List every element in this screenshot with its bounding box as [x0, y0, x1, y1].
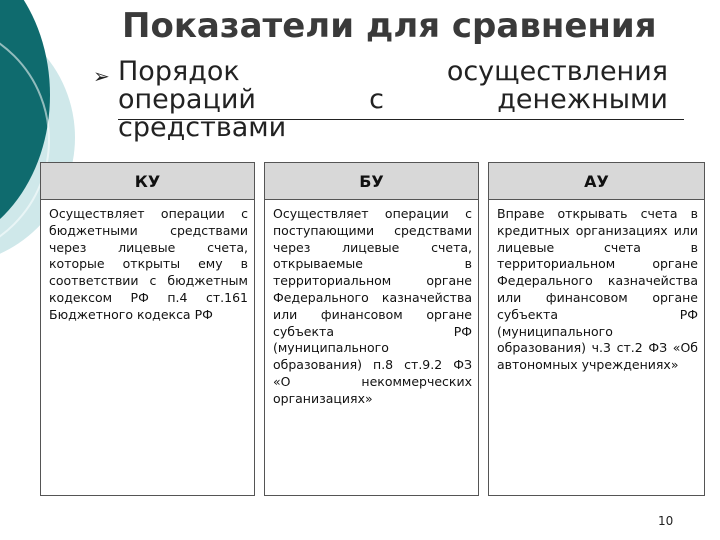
header-ku: КУ	[41, 163, 255, 200]
cell-ku: Осуществляет операции с бюджетными средствами через лицевые счета, которые открыты ему в соответствии с бюджетным кодексом РФ п.4 ст.161 Бюджетного кодекса РФ	[41, 200, 255, 496]
bullet-line	[118, 86, 668, 114]
slide-title: Показатели для сравнения	[122, 6, 657, 46]
comparison-table	[40, 162, 705, 496]
arrow-bullet-icon: ➢	[93, 64, 110, 88]
header-au: АУ	[489, 163, 705, 200]
bullet-word: операций	[118, 84, 256, 115]
table-header-row	[41, 163, 705, 200]
table-row	[41, 200, 705, 496]
bullet-text	[118, 58, 668, 142]
bullet-line	[118, 58, 668, 86]
cell-bu: Осуществляет операции с поступающими средствами через лицевые счета, открываемые в территориальном органе Федерального казначейства или финансовом органе субъекта РФ (муниципального образования) п.8 ст.9.2 ФЗ «О некоммерческих организациях»	[265, 200, 479, 496]
cell-au: Вправе открывать счета в кредитных организациях или лицевые счета в территориальном органе Федерального казначейства или финансовом органе субъекта РФ (муниципального образования) ч.3 ст.2 ФЗ «Об автономных учреждениях»	[489, 200, 705, 496]
bullet-word: средствами	[118, 112, 287, 143]
column-gap	[479, 200, 489, 496]
bullet-word: денежными	[497, 84, 668, 115]
column-gap	[255, 200, 265, 496]
column-gap	[255, 163, 265, 200]
bullet-word: с	[369, 84, 385, 115]
bullet-underline	[118, 119, 684, 120]
bullet-word: осуществления	[446, 56, 668, 87]
bullet-word: Порядок	[118, 56, 240, 87]
column-gap	[479, 163, 489, 200]
header-bu: БУ	[265, 163, 479, 200]
page-number: 10	[658, 514, 674, 528]
